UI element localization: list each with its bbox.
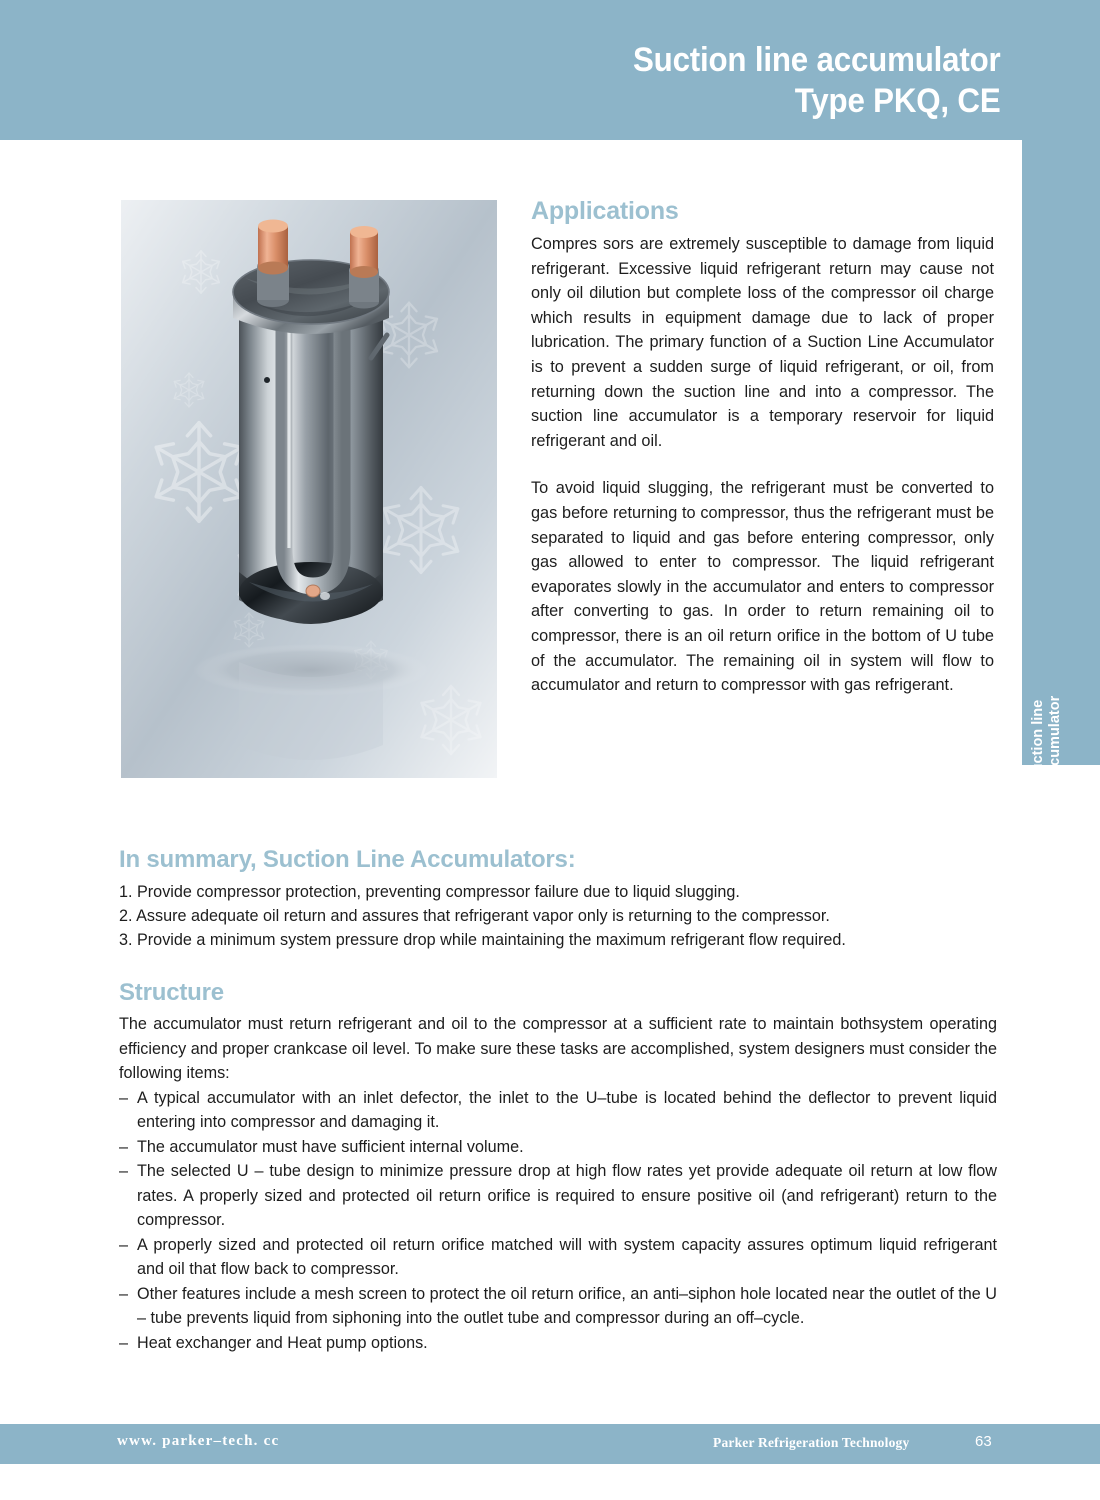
list-item-text: A properly sized and protected oil return orifice matched will with system capacity assures optimum liquid refrigerant and oil that flow back to compressor.: [137, 1235, 997, 1278]
dash-marker: –: [119, 1284, 129, 1303]
structure-section: [119, 978, 997, 1355]
list-item-text: The selected U – tube design to minimize pressure drop at high flow rates yet provide adequate oil return at low flow rates. A properly sized and protected oil return orifice is required to ensure positive oil (and refrigerant) return to the compressor.: [137, 1162, 997, 1229]
summary-section: [119, 845, 997, 952]
list-item: [119, 1159, 997, 1233]
page-title: [601, 40, 1001, 122]
list-item-text: Heat exchanger and Heat pump options.: [137, 1333, 428, 1352]
product-image: [121, 200, 497, 778]
summary-item: 1. Provide compressor protection, preventing compressor failure due to liquid slugging.: [119, 883, 740, 901]
applications-paragraph-2: To avoid liquid slugging, the refrigerant must be converted to gas before returning to compressor, thus the refrigerant must be separated to liquid and gas before entering compressor, only gas allowed to enter to compressor. The liquid refrigerant evaporates slowly in the accumulator and enters to compressor after converting to gas. In order to return remaining oil to compressor, there is an oil return orifice in the bottom of U tube of the accumulator. The remaining oil in system will flow to accumulator and return to compressor with gas refrigerant.: [531, 479, 994, 695]
structure-heading: Structure: [119, 979, 224, 1006]
list-item: [119, 1233, 997, 1282]
list-item-text: The accumulator must have sufficient internal volume.: [137, 1137, 524, 1156]
list-item-text: A typical accumulator with an inlet defector, the inlet to the U–tube is located behind the deflector to prevent liquid entering into compressor and damaging it.: [137, 1088, 997, 1131]
page-title-line2: Type PKQ, CE: [794, 82, 1000, 120]
footer-brand-name: Parker Refrigeration Technology: [713, 1435, 910, 1450]
applications-heading: Applications: [531, 197, 679, 225]
list-item: [119, 1086, 997, 1135]
summary-item: 2. Assure adequate oil return and assures that refrigerant vapor only is returning to the compressor.: [119, 906, 830, 925]
footer-website-url[interactable]: www. parker–tech. cc: [117, 1433, 280, 1449]
applications-section: [531, 196, 994, 698]
side-tab-line1: Suction line: [1030, 699, 1046, 782]
dash-marker: –: [119, 1137, 129, 1156]
applications-paragraph-1: Compres sors are extremely susceptible to damage from liquid refrigerant. Excessive liquid refrigerant return may cause not only oil dilution but complete loss of the compressor oil charge which results in equipment damage due to lack of proper lubrication. The primary function of a Suction Line Accumulator is to prevent a sudden surge of liquid refrigerant, or oil, from returning down the suction line and into a compressor. The suction line accumulator is a temporary reservoir for liquid refrigerant and oil.: [531, 235, 994, 450]
summary-item: 3. Provide a minimum system pressure drop while maintaining the maximum refrigerant flow required.: [119, 930, 846, 949]
dash-marker: –: [119, 1088, 129, 1107]
list-item-text: Other features include a mesh screen to protect the oil return orifice, an anti–siphon hole located near the outlet of the U – tube prevents liquid from siphoning into the outlet tube and compressor during an off–cycle.: [137, 1284, 997, 1327]
page-title-line1: Suction line accumulator: [632, 41, 1000, 79]
side-tab-line2: accumulator: [1047, 695, 1063, 782]
dash-marker: –: [119, 1162, 129, 1180]
structure-intro: The accumulator must return refrigerant and oil to the compressor at a sufficient rate to maintain bothsystem operating efficiency and proper crankcase oil level. To make sure these tasks are accomplished, system designers must consider the following items:: [119, 1015, 997, 1082]
summary-heading: In summary, Suction Line Accumulators:: [119, 846, 576, 873]
dash-marker: –: [119, 1235, 129, 1254]
list-item: [119, 1282, 997, 1331]
structure-bullet-list: [119, 1086, 997, 1356]
list-item: [119, 1135, 997, 1160]
list-item: [119, 1331, 997, 1356]
footer-page-number: 63: [975, 1433, 992, 1450]
side-tab-label: [1030, 612, 1076, 782]
dash-marker: –: [119, 1333, 129, 1352]
